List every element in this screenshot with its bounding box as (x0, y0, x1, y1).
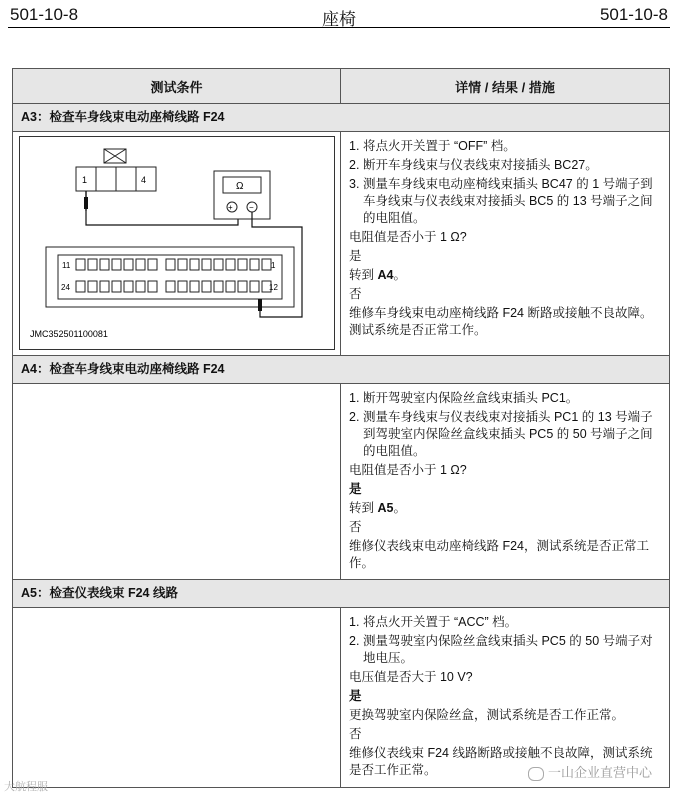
page-title: 座椅 (322, 10, 356, 29)
connector-cavity (214, 259, 223, 270)
no-action: 维修车身线束电动座椅线路 F24 断路或接触不良故障。测试系统是否正常工作。 (349, 306, 653, 337)
no-label: 否 (349, 520, 362, 534)
pin-label: 1 (271, 261, 276, 270)
step-item: 3. 测量车身线束电动座椅线束插头 BC47 的 1 号端子到车身线束与仪表线束对接插头 BC5 的 13 号端子之间的电阻值。 (349, 177, 653, 225)
connector-cavity (262, 259, 271, 270)
yes-label: 是 (349, 249, 362, 263)
column-header-conditions: 测试条件 (13, 69, 341, 104)
connector-cavity (88, 259, 97, 270)
column-header-details: 详情 / 结果 / 措施 (341, 69, 670, 104)
connector-cavity (202, 259, 211, 270)
pin-label: 12 (269, 283, 278, 292)
connector-cavity (136, 259, 145, 270)
connector-cavity (226, 281, 235, 292)
ohm-symbol: Ω (236, 181, 244, 192)
connector-cavity (148, 259, 157, 270)
yes-label: 是 (349, 482, 362, 496)
connector-cavity (166, 259, 175, 270)
svg-text:−: − (249, 203, 254, 212)
connector-cavity (100, 259, 109, 270)
probe-tip (84, 197, 88, 209)
a3-details (341, 132, 670, 356)
connector-cavity (112, 281, 121, 292)
diagram-caption: JMC352501100081 (30, 329, 108, 339)
step-item: 2. 断开车身线束与仪表线束对接插头 BC27。 (349, 158, 598, 172)
diagnostic-table (12, 68, 670, 788)
wiring-diagram (19, 136, 335, 350)
no-label: 否 (349, 287, 362, 301)
pin-label: 4 (141, 175, 147, 185)
question-text: 电压值是否大于 10 V? (349, 670, 473, 684)
question-text: 电阻值是否小于 1 Ω? (349, 230, 467, 244)
a4-condition-cell (13, 384, 341, 580)
step-item: 1. 将点火开关置于 “OFF” 档。 (349, 139, 516, 153)
connector-cavity (190, 259, 199, 270)
watermark-left: 大航程服 (4, 781, 48, 793)
step-item: 1. 断开驾驶室内保险丝盒线束插头 PC1。 (349, 391, 579, 405)
no-action: 维修仪表线束电动座椅线路 F24，测试系统是否正常工作。 (349, 539, 650, 570)
connector-cavity (226, 259, 235, 270)
connector-cavity (214, 281, 223, 292)
section-title-a5: A5：检查仪表线束 F24 线路 (13, 580, 670, 608)
step-item: 2. 测量车身线束与仪表线束对接插头 PC1 的 13 号端子到驾驶室内保险丝盒线束插头 PC5 的 50 号端子之间的电阻值。 (349, 410, 653, 458)
connector-cavity (136, 281, 145, 292)
no-action: 维修仪表线束 F24 线路断路或接触不良故障，测试系统是否工作正常。 (349, 746, 653, 777)
pin-label: 24 (61, 283, 70, 292)
page-code-left: 501-10-8 (10, 5, 79, 24)
yes-label: 是 (349, 689, 362, 703)
step-item: 2. 测量驾驶室内保险丝盒线束插头 PC5 的 50 号端子对地电压。 (349, 634, 653, 665)
connector-cavity (76, 259, 85, 270)
connector-cavity (100, 281, 109, 292)
connector-cavity (112, 259, 121, 270)
connector-cavity (202, 281, 211, 292)
step-item: 1. 将点火开关置于 “ACC” 档。 (349, 615, 518, 629)
section-title-a3: A3：检查车身线束电动座椅线路 F24 (13, 104, 670, 132)
connector-cavity (190, 281, 199, 292)
no-label: 否 (349, 727, 362, 741)
connector-cavity (178, 259, 187, 270)
question-text: 电阻值是否小于 1 Ω? (349, 463, 467, 477)
connector-cavity (166, 281, 175, 292)
yes-action: 更换驾驶室内保险丝盒，测试系统是否工作正常。 (349, 708, 625, 722)
connector-cavity (178, 281, 187, 292)
pin-label: 1 (82, 175, 88, 185)
connector-cavity (88, 281, 97, 292)
yes-action: 转到 A4。 (349, 268, 406, 282)
wechat-icon (528, 767, 544, 781)
pin-label: 11 (62, 261, 71, 270)
connector-cavity (76, 281, 85, 292)
a4-details (341, 384, 670, 580)
connector-cavity (250, 281, 259, 292)
page-code-right: 501-10-8 (599, 5, 668, 24)
page-header (0, 0, 678, 36)
connector-cavity (124, 259, 133, 270)
connector-cavity (250, 259, 259, 270)
watermark-right: 一山企业直营中心 (528, 762, 652, 781)
probe-tip (258, 299, 262, 311)
connector-cavity (238, 259, 247, 270)
section-title-a4: A4：检查车身线束电动座椅线路 F24 (13, 356, 670, 384)
svg-text:+: + (228, 203, 233, 212)
a3-diagram-cell (13, 132, 341, 356)
yes-action: 转到 A5。 (349, 501, 406, 515)
header-rule (8, 27, 670, 28)
a5-condition-cell (13, 608, 341, 788)
connector-cavity (148, 281, 157, 292)
connector-cavity (124, 281, 133, 292)
a5-details (341, 608, 670, 788)
connector-cavity (238, 281, 247, 292)
